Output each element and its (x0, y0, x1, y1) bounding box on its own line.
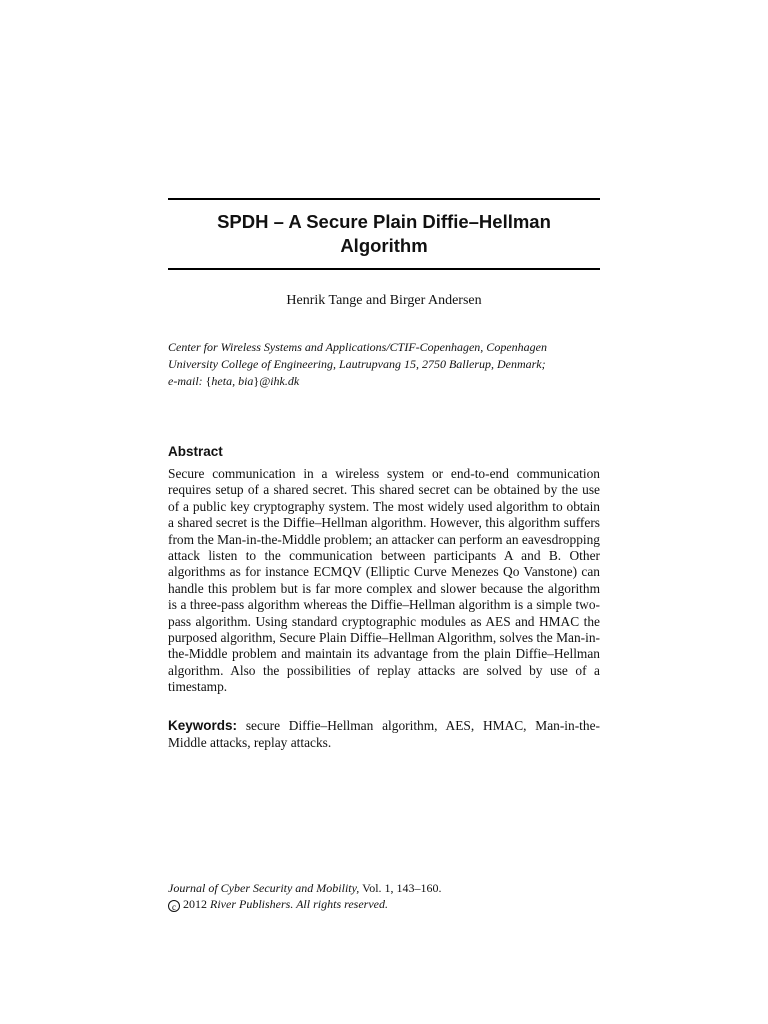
journal-name: Journal of Cyber Security and Mobility, (168, 881, 360, 895)
title-top-rule (168, 198, 600, 200)
keywords-text: secure Diffie–Hellman algorithm, AES, HMAC, Man-in-the-Middle attacks, replay attacks. (168, 718, 600, 750)
affiliation-email-prefix: e-mail: (168, 374, 206, 388)
copyright-year: 2012 (180, 897, 210, 911)
email-brace-close: } (253, 374, 260, 388)
paper-title-line-2: Algorithm (340, 235, 428, 256)
author-list: Henrik Tange and Birger Andersen (286, 293, 482, 308)
paper-title-line-1: SPDH – A Secure Plain Diffie–Hellman (217, 211, 551, 232)
affiliation-line-1: Center for Wireless Systems and Applications/CTIF-Copenhagen, Copenhagen (168, 340, 547, 354)
keywords (168, 717, 600, 751)
copyright-icon: c (168, 900, 180, 912)
abstract-heading: Abstract (168, 444, 223, 459)
paper-title (168, 210, 600, 258)
paper-first-page (168, 0, 600, 1024)
email-names: heta, bia (211, 374, 254, 388)
keywords-label: Keywords: (168, 718, 238, 733)
abstract-text: Secure communication in a wireless system or end-to-end communication requires setup of a shared secret. This shared secret can be obtained by the use of a public key cryptography system. The most widely used algorithm to obtain a shared secret is the Diffie–Hellman algorithm. However, this algorithm suffers from the Man-in-the-Middle problem; an attacker can perform an eavesdropping attack listen to the communication between participants A and B. Other algorithms as for instance ECMQV (Elliptic Curve Menezes Qo Vanstone) can handle this problem but is far more complex and slower because the algorithm is a three-pass algorithm whereas the Diffie–Hellman algorithm is a simple two-pass algorithm. Using standard cryptographic modules as AES and HMAC the purposed algorithm, Secure Plain Diffie–Hellman Algorithm, solves the Man-in-the-Middle problem and maintain its advantage from the plain Diffie–Hellman algorithm. Also the possibilities of replay attacks are solved by use of a timestamp. (168, 466, 600, 695)
email-domain: @ihk.dk (259, 374, 300, 388)
email-brace-open: { (205, 374, 212, 388)
title-bottom-rule (168, 268, 600, 270)
journal-volume-pages: Vol. 1, 143–160. (359, 881, 442, 895)
publication-footer (168, 880, 600, 912)
affiliation-line-2: University College of Engineering, Lautrupvang 15, 2750 Ballerup, Denmark; (168, 357, 546, 371)
copyright-rights: River Publishers. All rights reserved. (210, 897, 388, 911)
author-affiliation (168, 339, 600, 390)
